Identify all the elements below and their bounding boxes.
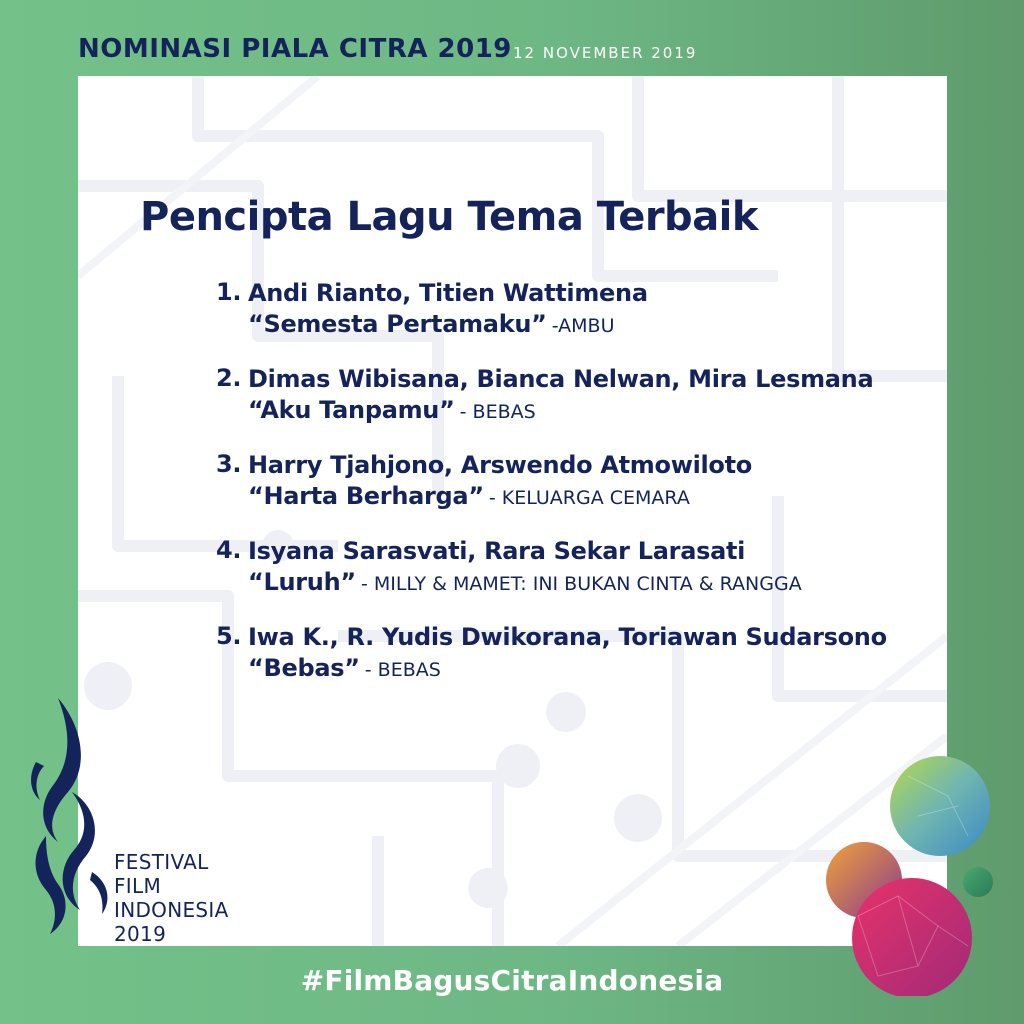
category-title: Pencipta Lagu Tema Terbaik [140,194,758,240]
header-date: 12 NOVEMBER 2019 [513,44,698,62]
film-title: - MILLY & MAMET: INI BUKAN CINTA & RANGGA [360,573,802,595]
list-item [216,450,936,536]
list-item [216,622,936,708]
logo-line: FESTIVAL [114,850,209,874]
nominee-number: 2. [216,364,242,392]
header-title: NOMINASI PIALA CITRA 2019 [78,34,512,64]
logo-line: FILM [114,874,162,898]
nominee-number: 1. [216,278,242,306]
nominee-list [216,278,936,708]
nominee-number: 4. [216,536,242,564]
decorative-spheres [818,756,1018,996]
hashtag: #FilmBagusCitraIndonesia [300,964,724,997]
list-item [216,536,936,622]
nominee-names: Iwa K., R. Yudis Dwikorana, Toriawan Sudarsono [248,623,887,651]
film-title: - BEBAS [459,401,536,423]
nominee-card [78,76,947,946]
nominee-names: Harry Tjahjono, Arswendo Atmowiloto [248,451,752,479]
logo-line: INDONESIA [114,898,229,922]
nominee-names: Dimas Wibisana, Bianca Nelwan, Mira Lesmana [248,365,874,393]
film-title: - KELUARGA CEMARA [488,487,690,509]
nominee-names: Andi Rianto, Titien Wattimena [248,279,648,307]
festival-logo-text [114,850,229,946]
list-item [216,278,936,364]
sphere [963,867,993,897]
song-title: “Bebas” [248,654,360,682]
song-title: “Luruh” [248,568,356,596]
film-title: -AMBU [551,315,615,337]
song-title: “Harta Berharga” [248,482,484,510]
list-item [216,364,936,450]
film-title: - BEBAS [364,659,441,681]
nominee-names: Isyana Sarasvati, Rara Sekar Larasati [248,537,746,565]
festival-flame-logo-icon [28,696,118,936]
sphere [890,756,990,856]
song-title: “Aku Tanpamu” [248,396,455,424]
logo-line: 2019 [114,922,167,946]
song-title: “Semesta Pertamaku” [248,310,547,338]
nominee-number: 5. [216,622,242,650]
nominee-number: 3. [216,450,242,478]
